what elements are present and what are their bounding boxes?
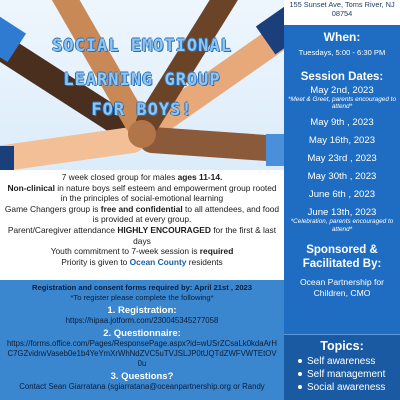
contact-text: Contact Sean Giarratana (sgiarratana@oceanpartnership.org or Randy xyxy=(19,382,265,391)
sponsor-organization: Ocean Partnership for Children, CMO xyxy=(299,276,385,298)
session-date: May 2nd, 2023 xyxy=(310,85,374,96)
step-registration: 1. Registration: xyxy=(107,305,177,316)
title-line-1: SOCIAL EMOTIONAL xyxy=(52,36,232,56)
sponsor-heading: Sponsored & Facilitated By: xyxy=(302,243,382,270)
bullet-icon xyxy=(298,372,302,376)
bullet-icon xyxy=(298,385,302,389)
registration-deadline: Registration and consent forms required by: April 21st , 2023 xyxy=(32,283,252,292)
questionnaire-link[interactable]: https://forms.office.com/Pages/ResponsePage.aspx?id=wUSrZCsaLk0kdaArHC7GZvidrwVaseb0e1b4YeYmXrWhNdZVC5uTVJSLJP0tUQTdZWFVWTEtOV0u xyxy=(6,339,278,368)
title-line-2: LEARNING GROUP xyxy=(63,70,221,90)
info-sidebar xyxy=(284,0,400,400)
desc-line-parent: Parent/Caregiver attendance HIGHLY ENCOURAGED for the first & last days xyxy=(7,224,277,246)
bullet-icon xyxy=(298,359,302,363)
program-description xyxy=(4,172,280,267)
address: 155 Sunset Ave, Toms River, NJ 08754 xyxy=(284,0,400,25)
list-item: Self awareness xyxy=(298,355,400,368)
topics-list xyxy=(284,355,400,394)
topics-section xyxy=(284,334,400,400)
session-date: May 23rd , 2023 xyxy=(307,153,377,165)
registration-instructions: *To register please complete the following* xyxy=(70,293,214,302)
list-item: Social awareness xyxy=(298,381,400,394)
registration-link[interactable]: https://hipaa.jotform.com/230045345277058 xyxy=(65,316,219,325)
desc-line-ages: 7 week closed group for males ages 11-14. xyxy=(61,172,223,182)
desc-line-commitment: Youth commitment to 7-week session is required xyxy=(50,246,234,257)
desc-line-nonclinical: Non-clinical in nature boys self esteem and empowerment group rooted in the principles of social-emotional learning xyxy=(7,182,277,204)
step-questions: 3. Questions? xyxy=(110,371,174,382)
session-note: *Meet & Greet, parents encouraged to attend* xyxy=(288,96,396,111)
when-heading: When: xyxy=(323,30,361,44)
session-date: May 16th, 2023 xyxy=(308,135,376,147)
step-questionnaire: 2. Questionnaire: xyxy=(103,328,181,339)
when-value: Tuesdays, 5:00 - 6:30 PM xyxy=(298,48,386,57)
session-date: June 6th , 2023 xyxy=(308,189,376,201)
registration-section xyxy=(0,280,284,400)
session-date: May 30th , 2023 xyxy=(307,171,377,183)
title-line-3: FOR BOYS! xyxy=(91,100,193,120)
session-dates-heading: Session Dates: xyxy=(300,71,384,83)
hero-image xyxy=(0,0,284,170)
desc-line-free: Game Changers group is free and confidential to all attendees, and food is provided at every group. xyxy=(4,203,280,225)
desc-line-priority: Priority is given to Ocean County residents xyxy=(61,256,223,267)
session-note: *Celebration, parents encouraged to attend* xyxy=(290,218,394,233)
list-item: Self management xyxy=(298,368,400,381)
session-date: May 9th , 2023 xyxy=(310,117,374,129)
session-date: June 13th, 2023 xyxy=(307,207,377,219)
topics-heading: Topics: xyxy=(320,339,364,353)
